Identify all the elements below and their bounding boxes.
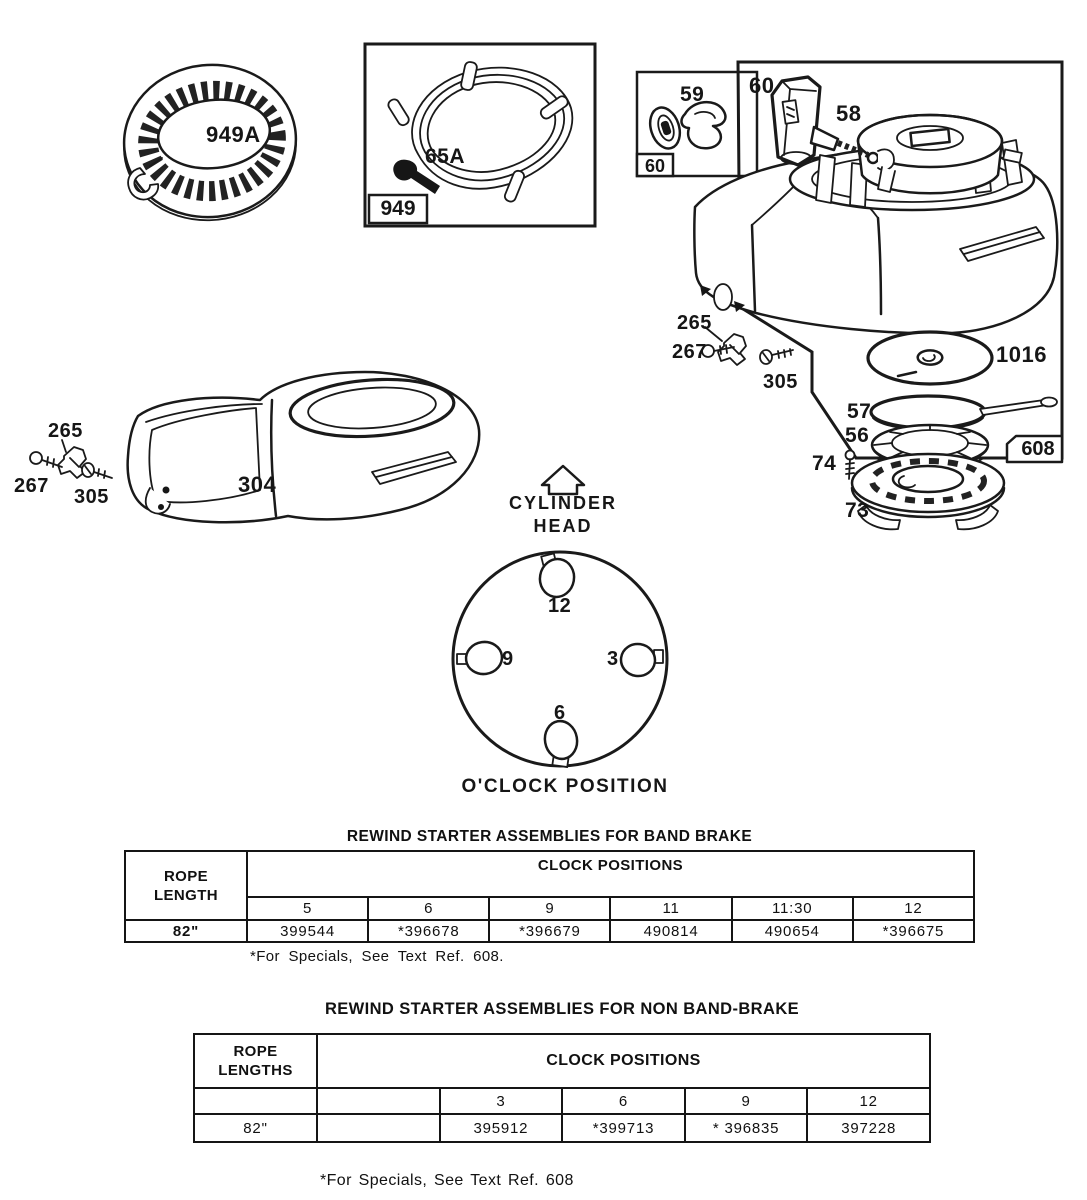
part-number-cell: *399713 [562,1114,685,1142]
pos-header-cell: 9 [685,1088,808,1114]
pos-header-cell: 6 [562,1088,685,1114]
ratchet-plate-drawing [852,454,1004,529]
band-brake-footnote: *For Specials, See Text Ref. 608. [250,948,504,965]
clock-pos-6: 6 [554,702,566,724]
oclock-position-caption: O'CLOCK POSITION [461,776,669,797]
clamp-right-label: 265 [677,312,712,334]
non-band-brake-table-section [193,1000,931,1143]
blank-cell [317,1114,440,1142]
clock-positions-header: CLOCK POSITIONS [247,851,974,897]
clamp-bolt-screw-left [30,440,112,478]
head-caption: HEAD [533,516,593,536]
clamp-left-label: 265 [48,420,83,442]
part-number-cell: *396679 [489,920,610,942]
ring-gear-label: 949A [206,122,261,147]
part-number-cell: *396678 [368,920,489,942]
blower-housing-body [128,372,480,522]
ratchet-plate-label: 73 [845,499,870,522]
ref-608-label: 608 [1021,438,1055,460]
part-number-cell: 399544 [247,920,368,942]
rope-length-header: ROPE LENGTH [125,851,247,920]
rewind-starter-drawing [790,115,1034,210]
pulley-label: 1016 [996,342,1047,367]
band-brake-table-section [124,828,975,943]
part-number-cell: 395912 [440,1114,563,1142]
rope-length-value: 82" [125,920,247,942]
clock-positions-header: CLOCK POSITIONS [317,1034,930,1088]
engine-assembly-drawing [660,55,1070,540]
part-number-cell: 490814 [610,920,731,942]
pos-header-cell: 12 [807,1088,930,1114]
grip-insert-label: 59 [680,83,705,106]
non-band-brake-table-title: REWIND STARTER ASSEMBLIES FOR NON BAND-BRAKE [324,1000,800,1018]
rope-length-value: 82" [194,1114,317,1142]
band-brake-table [124,850,975,943]
spring-cup-label: 56 [845,424,870,447]
clock-pos-3: 3 [607,648,619,670]
bolt-right-label: 267 [672,341,707,363]
pos-header-cell: 9 [489,897,610,920]
washer-label: 57 [847,400,872,423]
clock-pos-12: 12 [548,595,572,617]
part-number-cell: * 396835 [685,1114,808,1142]
pos-header-cell: 5 [247,897,368,920]
rope-kit-box-label: 949 [380,197,416,220]
blank-cell [194,1088,317,1114]
pos-header-cell: 3 [440,1088,563,1114]
pos-header-cell: 11 [610,897,731,920]
washer-drawing [871,396,1057,430]
up-arrow-icon [542,466,584,494]
knob-3 [619,642,663,678]
cylinder-caption: CYLINDER [508,493,617,513]
knob-9 [457,640,504,677]
part-number-cell: 490654 [732,920,853,942]
pulley-drawing [868,332,992,384]
part-number-cell: 397228 [807,1114,930,1142]
screw-left-label: 305 [74,486,109,508]
rope-screw-label: 58 [836,101,862,126]
blank-cell [317,1088,440,1114]
non-band-brake-table [193,1033,931,1143]
rope-lengths-header: ROPE LENGTHS [194,1034,317,1088]
small-screw-drawing [846,451,855,480]
inset-ref-box-label: 60 [644,155,666,176]
part-number-cell: *396675 [853,920,974,942]
pos-header-cell: 12 [853,897,974,920]
knob-6 [542,719,580,768]
rope-kit-label: 65A [425,145,466,168]
pos-header-cell: 11:30 [732,897,853,920]
clock-pos-9: 9 [502,648,514,670]
non-band-brake-footnote: *For Specials, See Text Ref. 608 [320,1172,574,1189]
small-screw-label: 74 [812,452,837,475]
grip-label: 60 [749,73,775,98]
knob-12 [537,553,577,599]
bolt-left-label: 267 [14,475,49,497]
pos-header-cell: 6 [368,897,489,920]
band-brake-table-title: REWIND STARTER ASSEMBLIES FOR BAND BRAKE [346,828,753,845]
screw-right-label: 305 [763,371,798,393]
blower-housing-label: 304 [238,472,277,497]
